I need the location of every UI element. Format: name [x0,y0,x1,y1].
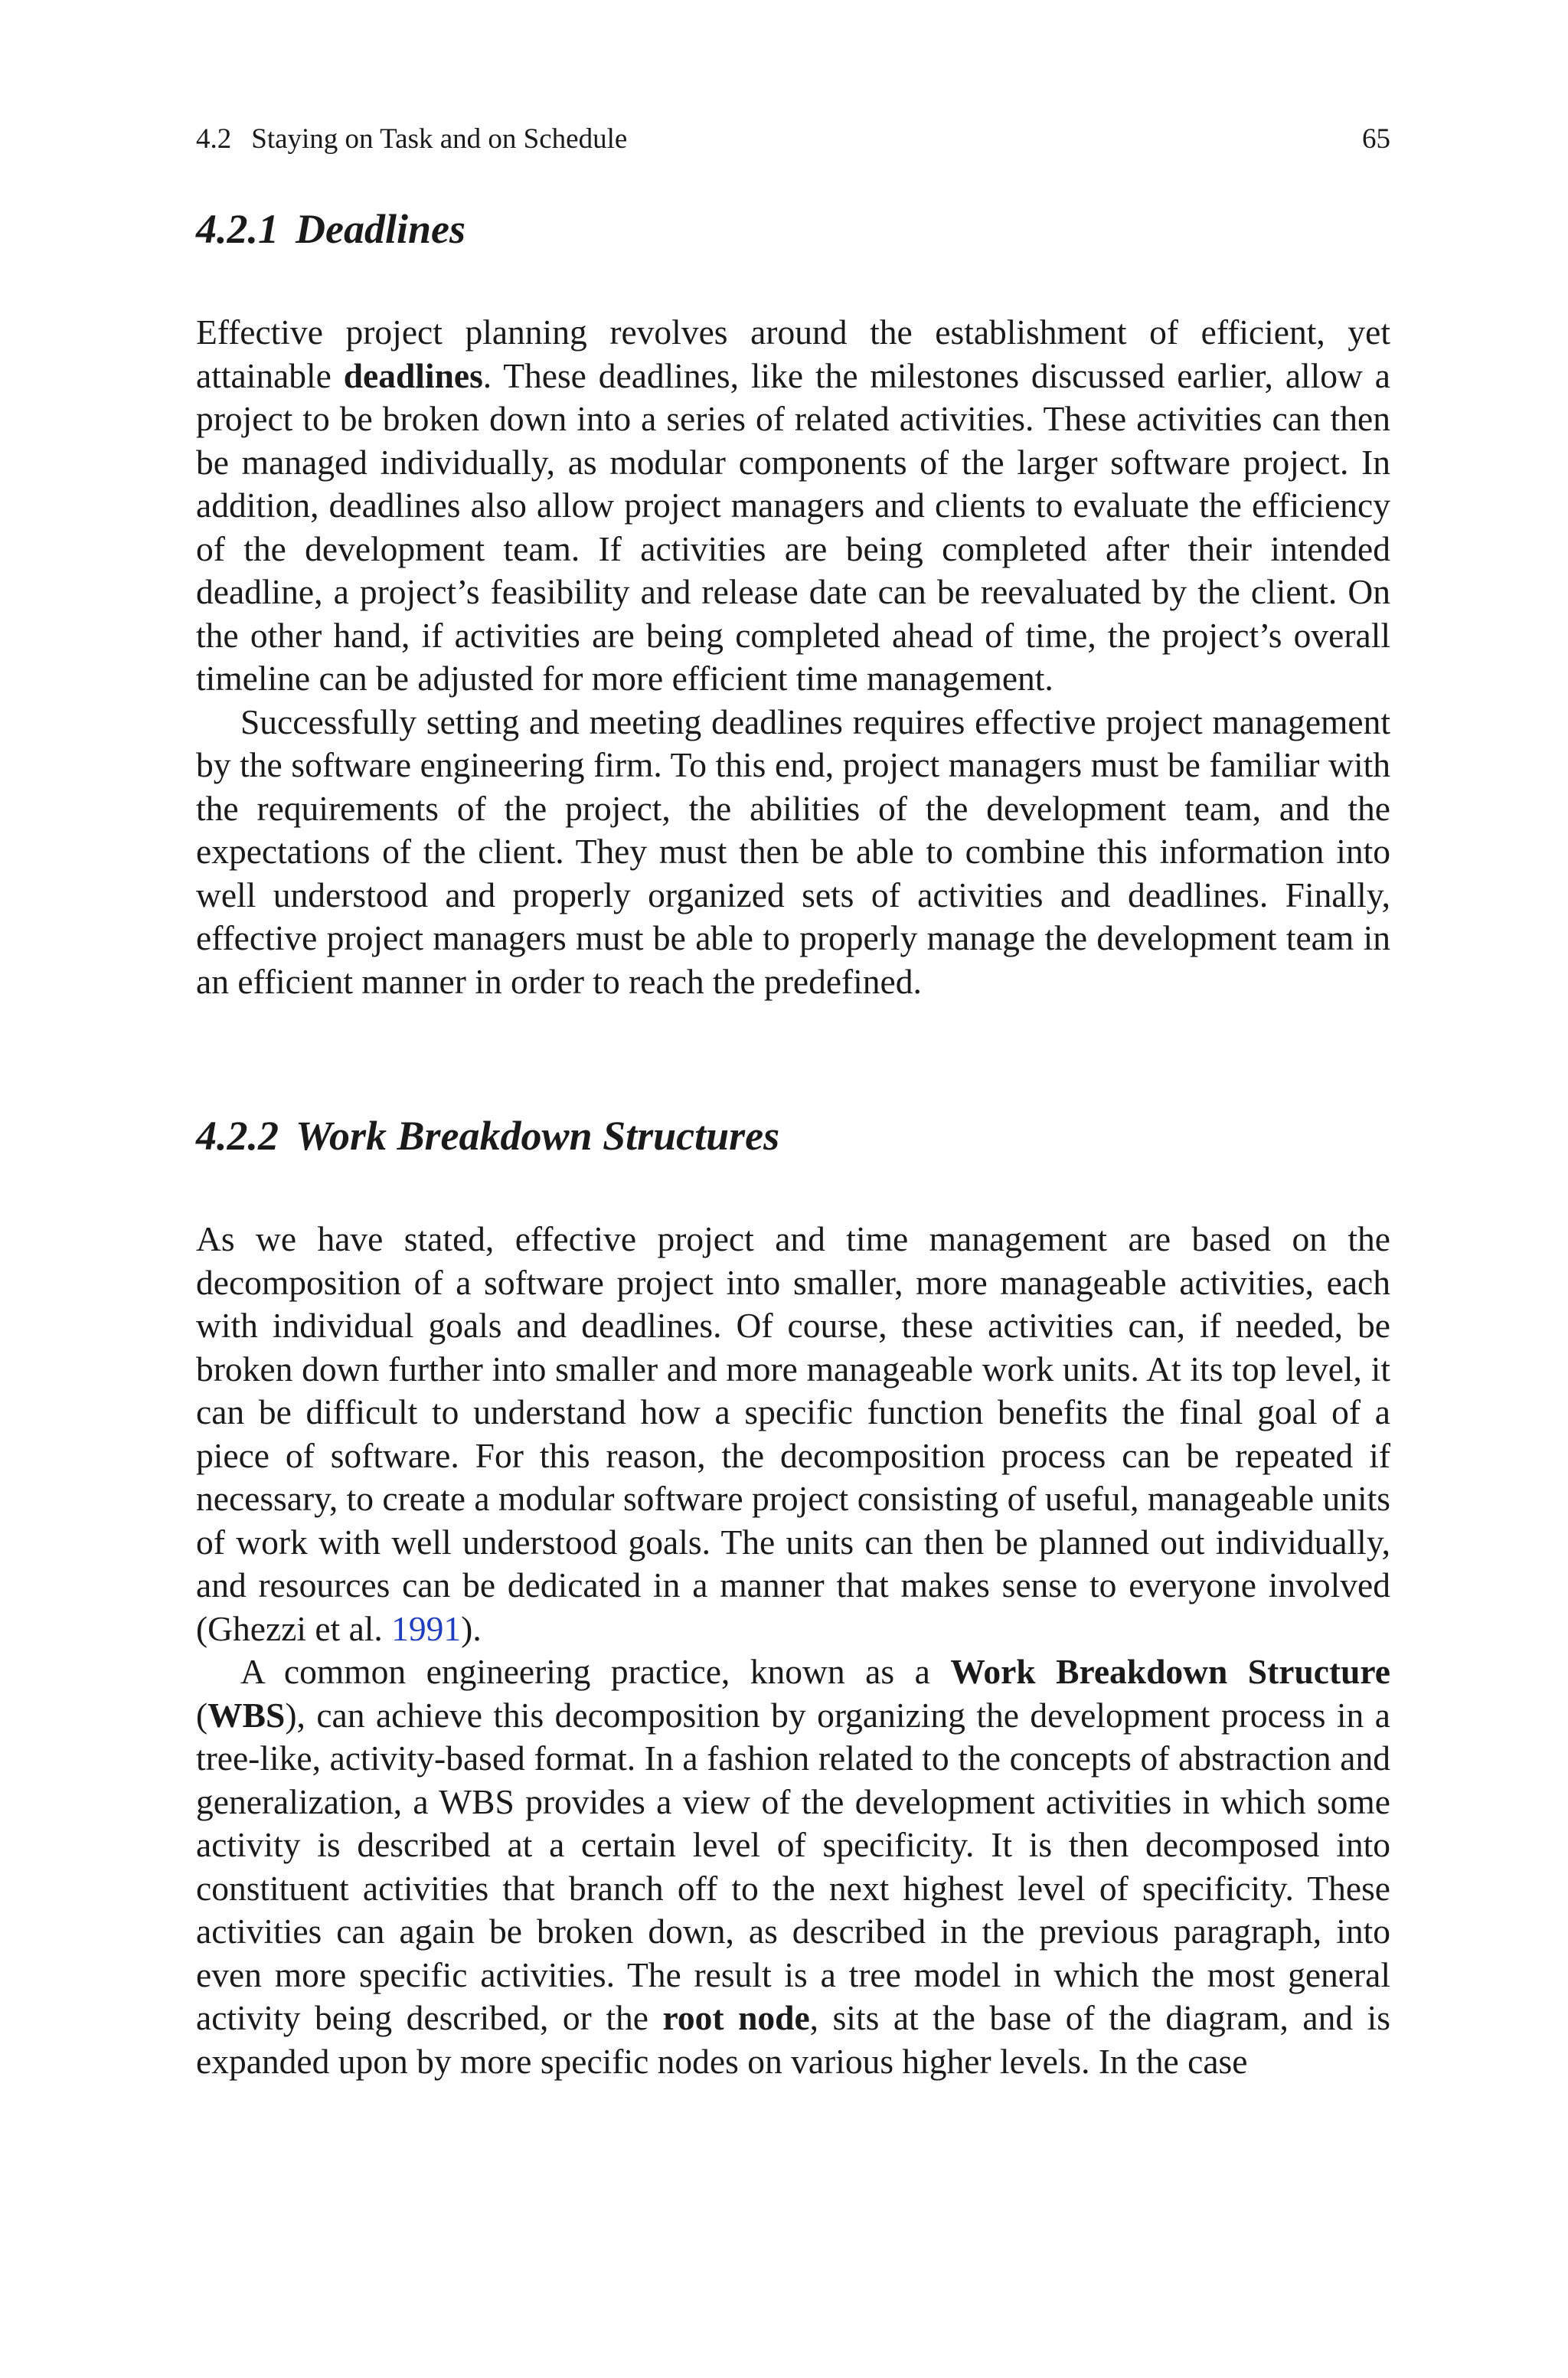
section-heading-deadlines [196,205,466,253]
running-head-section [196,123,627,155]
bold-term-root-node: root node [662,1998,810,2037]
text-segment: Successfully setting and meeting deadlines requires effective project management by the software engineering firm. To this end, project managers must be familiar with the requirements of the project, the abilities of the development team, and the expectations of the client. They must then be able to combine this information into well understood and properly organized sets of activities and deadlines. Finally, effective project managers must be able to properly manage the development team in an efficient manner in order to reach the predefined. [196,702,1390,1001]
section-title: Deadlines [296,206,466,252]
running-head-section-title: Staying on Task and on Schedule [251,123,628,155]
paragraph [196,311,1390,701]
bold-term-wbs-full: Work Breakdown Structure [950,1652,1390,1691]
text-segment: , sits at the base of the diagram, and is expanded upon by more specific nodes on various higher levels. In the case [196,1998,1390,2081]
page-number: 65 [1362,123,1390,155]
text-segment: A common engineering practice, known as a [240,1652,951,1691]
text-segment: ). [461,1608,482,1648]
text-segment: As we have stated, effective project and time management are based on the decomposition of a software project into smaller, more manageable activities, each with individual goals and deadlines. Of course, these activities can, if needed, be broken down further into smaller and more manageable work units. At its top level, it can be difficult to understand how a specific function benefits the final goal of a piece of software. For this reason, the decomposition process can be repeated if necessary, to create a modular software project consisting of useful, manageable units of work with well understood goals. The units can then be planned out individually, and resources can be dedicated in a manner that makes sense to everyone involved (Ghezzi et al. [196,1219,1390,1648]
section-body-deadlines [196,311,1390,1003]
text-segment: . These deadlines, like the milestones discussed earlier, allow a project to be broken down into a series of related activities. These activities can then be managed individually, as modular components of the larger software project. In addition, deadlines also allow project managers and clients to evaluate the efficiency of the development team. If activities are being completed after their intended deadline, a project’s feasibility and release date can be reevaluated by the client. On the other hand, if activities are being completed ahead of time, the project’s overall timeline can be adjusted for more efficient time management. [196,355,1390,698]
paragraph [196,701,1390,1004]
section-title: Work Breakdown Structures [296,1113,780,1159]
text-segment: ), can achieve this decomposition by organizing the development process in a tree-like, activity-based format. In a fashion related to the concepts of abstraction and generalization, a WBS provides a view of the development activities in which some activity is described at a certain level of specificity. It is then decomposed into constituent activities that branch off to the next highest level of specificity. These activities can again be broken down, as described in the previous paragraph, into even more specific activities. The result is a tree model in which the most general activity being described, or the [196,1695,1390,2037]
section-body-wbs [196,1218,1390,2083]
paragraph [196,1650,1390,2083]
running-head [196,123,1390,161]
running-head-section-number: 4.2 [196,123,232,155]
section-heading-work-breakdown-structures [196,1112,779,1160]
text-segment: Effective project planning revolves around the establishment of efficient, yet attainable [196,312,1390,395]
section-number: 4.2.1 [196,206,279,252]
section-number: 4.2.2 [196,1113,279,1159]
bold-term-deadlines: deadlines [343,355,483,395]
citation-link[interactable]: 1991 [391,1608,462,1648]
text-segment: ( [196,1695,208,1735]
paragraph [196,1218,1390,1650]
bold-term-wbs: WBS [207,1695,286,1735]
